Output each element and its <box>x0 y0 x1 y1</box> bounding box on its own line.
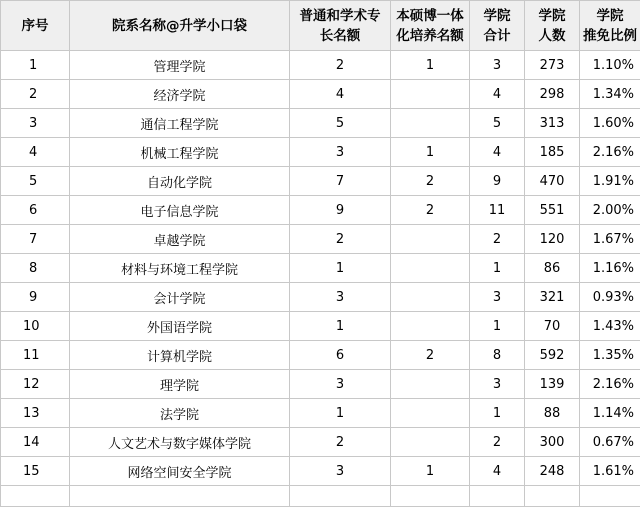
cell-recommend-rate: 1.35% <box>580 341 640 370</box>
table-row <box>1 80 640 109</box>
cell-empty <box>391 486 470 507</box>
cell-integrated-quota: 1 <box>391 51 470 80</box>
cell-total: 4 <box>470 80 525 109</box>
cell-department-name: 法学院 <box>70 399 290 428</box>
cell-department-name: 外国语学院 <box>70 312 290 341</box>
cell-empty <box>70 486 290 507</box>
cell-students: 300 <box>525 428 580 457</box>
cell-empty <box>1 486 70 507</box>
header-total-line1: 学院 <box>470 6 524 26</box>
cell-department-name: 自动化学院 <box>70 167 290 196</box>
cell-empty <box>290 486 391 507</box>
cell-integrated-quota <box>391 254 470 283</box>
cell-students: 120 <box>525 225 580 254</box>
cell-integrated-quota: 1 <box>391 457 470 486</box>
cell-total: 8 <box>470 341 525 370</box>
header-integrated-quota-line2: 化培养名额 <box>391 26 469 46</box>
cell-recommend-rate: 1.61% <box>580 457 640 486</box>
cell-regular-quota: 1 <box>290 254 391 283</box>
cell-total: 5 <box>470 109 525 138</box>
header-regular-quota-line2: 长名额 <box>290 26 390 46</box>
table-row <box>1 341 640 370</box>
cell-recommend-rate: 2.16% <box>580 370 640 399</box>
cell-index: 13 <box>1 399 70 428</box>
cell-index: 2 <box>1 80 70 109</box>
header-integrated-quota-line1: 本硕博一体 <box>391 6 469 26</box>
cell-integrated-quota <box>391 80 470 109</box>
cell-index: 7 <box>1 225 70 254</box>
cell-regular-quota: 2 <box>290 51 391 80</box>
cell-total: 3 <box>470 51 525 80</box>
table-row <box>1 457 640 486</box>
table-row <box>1 51 640 80</box>
cell-department-name: 材料与环境工程学院 <box>70 254 290 283</box>
cell-index: 8 <box>1 254 70 283</box>
cell-empty <box>580 486 640 507</box>
cell-regular-quota: 7 <box>290 167 391 196</box>
cell-regular-quota: 1 <box>290 312 391 341</box>
table-row <box>1 109 640 138</box>
cell-students: 321 <box>525 283 580 312</box>
cell-total: 4 <box>470 138 525 167</box>
cell-department-name: 人文艺术与数字媒体学院 <box>70 428 290 457</box>
table-row <box>1 283 640 312</box>
table-row <box>1 312 640 341</box>
cell-integrated-quota: 2 <box>391 167 470 196</box>
table-row <box>1 399 640 428</box>
cell-regular-quota: 3 <box>290 457 391 486</box>
header-students <box>525 1 580 51</box>
cell-integrated-quota <box>391 312 470 341</box>
cell-students: 248 <box>525 457 580 486</box>
cell-total: 4 <box>470 457 525 486</box>
table-row <box>1 225 640 254</box>
cell-index: 6 <box>1 196 70 225</box>
cell-department-name: 机械工程学院 <box>70 138 290 167</box>
cell-empty <box>470 486 525 507</box>
header-recommend-rate <box>580 1 640 51</box>
cell-recommend-rate: 0.93% <box>580 283 640 312</box>
table-row <box>1 196 640 225</box>
cell-recommend-rate: 0.67% <box>580 428 640 457</box>
cell-recommend-rate: 1.67% <box>580 225 640 254</box>
cell-recommend-rate: 2.00% <box>580 196 640 225</box>
header-total <box>470 1 525 51</box>
cell-index: 5 <box>1 167 70 196</box>
header-regular-quota-line1: 普通和学术专 <box>290 6 390 26</box>
cell-students: 88 <box>525 399 580 428</box>
table-row <box>1 254 640 283</box>
header-index: 序号 <box>1 1 70 51</box>
cell-regular-quota: 4 <box>290 80 391 109</box>
cell-department-name: 管理学院 <box>70 51 290 80</box>
cell-recommend-rate: 1.16% <box>580 254 640 283</box>
cell-total: 3 <box>470 283 525 312</box>
cell-integrated-quota <box>391 399 470 428</box>
cell-index: 4 <box>1 138 70 167</box>
cell-students: 185 <box>525 138 580 167</box>
table-row <box>1 370 640 399</box>
cell-index: 11 <box>1 341 70 370</box>
cell-empty <box>525 486 580 507</box>
cell-department-name: 卓越学院 <box>70 225 290 254</box>
cell-students: 551 <box>525 196 580 225</box>
cell-index: 15 <box>1 457 70 486</box>
header-integrated-quota <box>391 1 470 51</box>
cell-recommend-rate: 1.14% <box>580 399 640 428</box>
cell-students: 298 <box>525 80 580 109</box>
cell-students: 70 <box>525 312 580 341</box>
cell-index: 12 <box>1 370 70 399</box>
cell-total: 1 <box>470 312 525 341</box>
cell-recommend-rate: 1.91% <box>580 167 640 196</box>
cell-integrated-quota: 2 <box>391 341 470 370</box>
cell-index: 14 <box>1 428 70 457</box>
header-regular-quota <box>290 1 391 51</box>
cell-regular-quota: 3 <box>290 283 391 312</box>
cell-integrated-quota <box>391 283 470 312</box>
cell-students: 139 <box>525 370 580 399</box>
cell-department-name: 理学院 <box>70 370 290 399</box>
cell-regular-quota: 2 <box>290 428 391 457</box>
cell-integrated-quota <box>391 109 470 138</box>
table-row-partial <box>1 486 640 507</box>
cell-integrated-quota <box>391 370 470 399</box>
header-students-line1: 学院 <box>525 6 579 26</box>
cell-students: 592 <box>525 341 580 370</box>
table-row <box>1 138 640 167</box>
cell-total: 3 <box>470 370 525 399</box>
cell-index: 1 <box>1 51 70 80</box>
cell-students: 86 <box>525 254 580 283</box>
cell-department-name: 网络空间安全学院 <box>70 457 290 486</box>
cell-total: 1 <box>470 254 525 283</box>
cell-department-name: 经济学院 <box>70 80 290 109</box>
cell-department-name: 电子信息学院 <box>70 196 290 225</box>
cell-recommend-rate: 2.16% <box>580 138 640 167</box>
table-row <box>1 167 640 196</box>
cell-regular-quota: 5 <box>290 109 391 138</box>
cell-students: 313 <box>525 109 580 138</box>
cell-students: 470 <box>525 167 580 196</box>
cell-index: 3 <box>1 109 70 138</box>
header-recommend-rate-line1: 学院 <box>580 6 640 26</box>
cell-total: 11 <box>470 196 525 225</box>
cell-regular-quota: 6 <box>290 341 391 370</box>
cell-regular-quota: 9 <box>290 196 391 225</box>
cell-recommend-rate: 1.34% <box>580 80 640 109</box>
cell-total: 2 <box>470 225 525 254</box>
cell-recommend-rate: 1.60% <box>580 109 640 138</box>
cell-department-name: 通信工程学院 <box>70 109 290 138</box>
cell-integrated-quota: 2 <box>391 196 470 225</box>
cell-integrated-quota <box>391 225 470 254</box>
header-students-line2: 人数 <box>525 26 579 46</box>
cell-regular-quota: 3 <box>290 138 391 167</box>
cell-integrated-quota: 1 <box>391 138 470 167</box>
cell-index: 10 <box>1 312 70 341</box>
cell-regular-quota: 3 <box>290 370 391 399</box>
header-department-name: 院系名称@升学小口袋 <box>70 1 290 51</box>
cell-department-name: 会计学院 <box>70 283 290 312</box>
cell-recommend-rate: 1.10% <box>580 51 640 80</box>
cell-department-name: 计算机学院 <box>70 341 290 370</box>
cell-total: 2 <box>470 428 525 457</box>
cell-regular-quota: 1 <box>290 399 391 428</box>
cell-recommend-rate: 1.43% <box>580 312 640 341</box>
cell-integrated-quota <box>391 428 470 457</box>
header-recommend-rate-line2: 推免比例 <box>580 26 640 46</box>
cell-regular-quota: 2 <box>290 225 391 254</box>
cell-students: 273 <box>525 51 580 80</box>
cell-total: 1 <box>470 399 525 428</box>
cell-total: 9 <box>470 167 525 196</box>
header-row <box>1 1 640 51</box>
cell-index: 9 <box>1 283 70 312</box>
table-row <box>1 428 640 457</box>
header-total-line2: 合计 <box>470 26 524 46</box>
